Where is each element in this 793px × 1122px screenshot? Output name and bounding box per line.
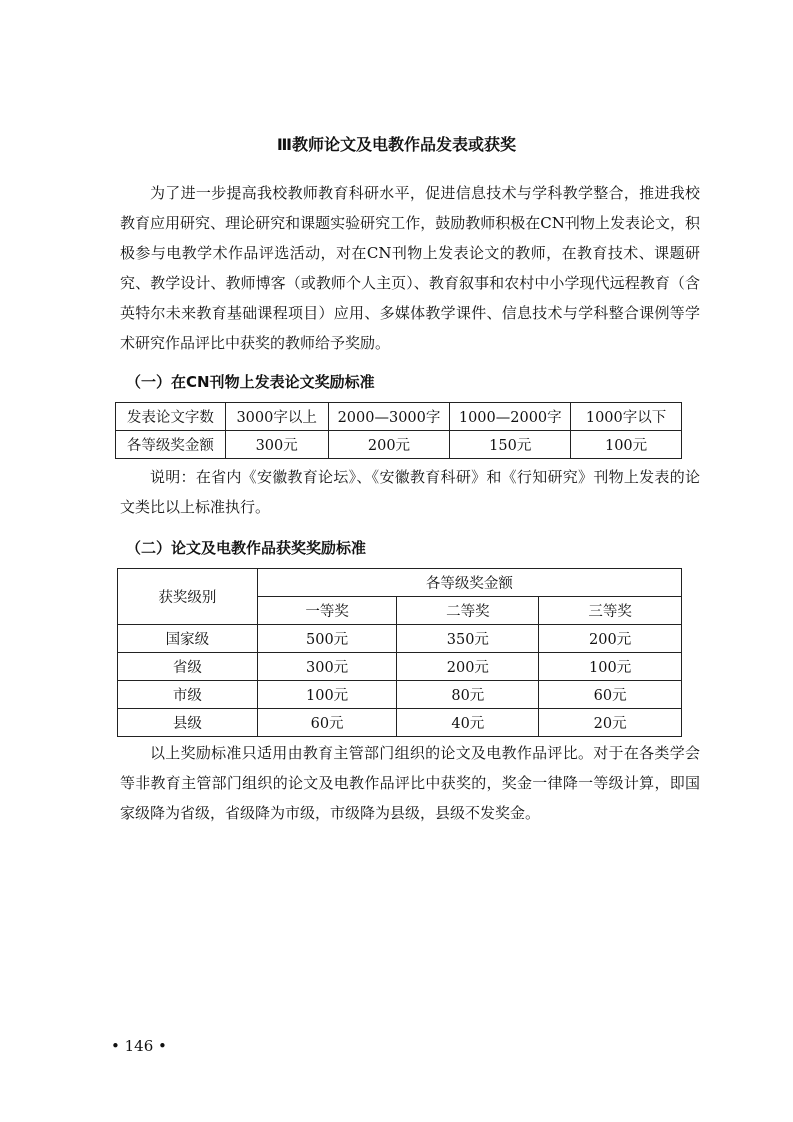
table-header-cell: 三等奖 bbox=[539, 597, 682, 625]
note-paragraph: 说明：在省内《安徽教育论坛》、《安徽教育科研》和《行知研究》刊物上发表的论文类比以上标准执行。 bbox=[120, 468, 700, 516]
table-cell: 100元 bbox=[571, 431, 682, 459]
section-heading-awards: （二）论文及电教作品获奖奖励标准 bbox=[126, 539, 367, 557]
table-cell: 发表论文字数 bbox=[116, 403, 226, 431]
table-cell: 300元 bbox=[225, 431, 328, 459]
table-row bbox=[118, 653, 682, 681]
table-cell: 国家级 bbox=[118, 625, 258, 653]
table-cell: 60元 bbox=[257, 709, 397, 737]
table-header-cell: 一等奖 bbox=[257, 597, 397, 625]
table-cell: 省级 bbox=[118, 653, 258, 681]
table-row bbox=[118, 681, 682, 709]
table-row bbox=[116, 403, 682, 431]
table-row bbox=[118, 709, 682, 737]
table-cell: 200元 bbox=[328, 431, 450, 459]
publication-reward-table bbox=[115, 402, 682, 459]
table-cell: 各等级奖金额 bbox=[116, 431, 226, 459]
table-cell: 3000字以上 bbox=[225, 403, 328, 431]
table-cell: 40元 bbox=[397, 709, 539, 737]
table-cell: 县级 bbox=[118, 709, 258, 737]
table-header-cell: 获奖级别 bbox=[118, 569, 258, 625]
page-title: Ⅲ教师论文及电教作品发表或获奖 bbox=[276, 135, 517, 154]
award-reward-table bbox=[117, 568, 682, 737]
table-cell: 150元 bbox=[450, 431, 571, 459]
section-heading-publication: （一）在CN刊物上发表论文奖励标准 bbox=[126, 373, 375, 391]
table-cell: 500元 bbox=[257, 625, 397, 653]
table-cell: 300元 bbox=[257, 653, 397, 681]
table-cell: 200元 bbox=[397, 653, 539, 681]
table-cell: 60元 bbox=[539, 681, 682, 709]
table-cell: 350元 bbox=[397, 625, 539, 653]
table-cell: 200元 bbox=[539, 625, 682, 653]
table-cell: 市级 bbox=[118, 681, 258, 709]
table-cell: 2000—3000字 bbox=[328, 403, 450, 431]
table-header-cell: 各等级奖金额 bbox=[257, 569, 681, 597]
table-header-row bbox=[118, 569, 682, 597]
final-paragraph: 以上奖励标准只适用由教育主管部门组织的论文及电教作品评比。对于在各类学会等非教育主管部门组织的论文及电教作品评比中获奖的，奖金一律降一等级计算，即国家级降为省级，省级降为市级，市级降为县级，县级不发奖金。 bbox=[120, 744, 700, 822]
table-cell: 1000字以下 bbox=[571, 403, 682, 431]
page-number: • 146 • bbox=[111, 1037, 167, 1055]
table-header-cell: 二等奖 bbox=[397, 597, 539, 625]
table-cell: 20元 bbox=[539, 709, 682, 737]
table-cell: 80元 bbox=[397, 681, 539, 709]
table-cell: 1000—2000字 bbox=[450, 403, 571, 431]
table-cell: 100元 bbox=[257, 681, 397, 709]
table-row bbox=[116, 431, 682, 459]
table-cell: 100元 bbox=[539, 653, 682, 681]
table-row bbox=[118, 625, 682, 653]
intro-paragraph: 为了进一步提高我校教师教育科研水平，促进信息技术与学科教学整合，推进我校教育应用研究、理论研究和课题实验研究工作，鼓励教师积极在CN刊物上发表论文，积极参与电教学术作品评选活动，对在CN刊物上发表论文的教师，在教育技术、课题研究、教学设计、教师博客（或教师个人主页）、教育叙事和农村中小学现代远程教育（含英特尔未来教育基础课程项目）应用、多媒体教学课件、信息技术与学科整合课例等学术研究作品评比中获奖的教师给予奖励。 bbox=[120, 184, 700, 352]
